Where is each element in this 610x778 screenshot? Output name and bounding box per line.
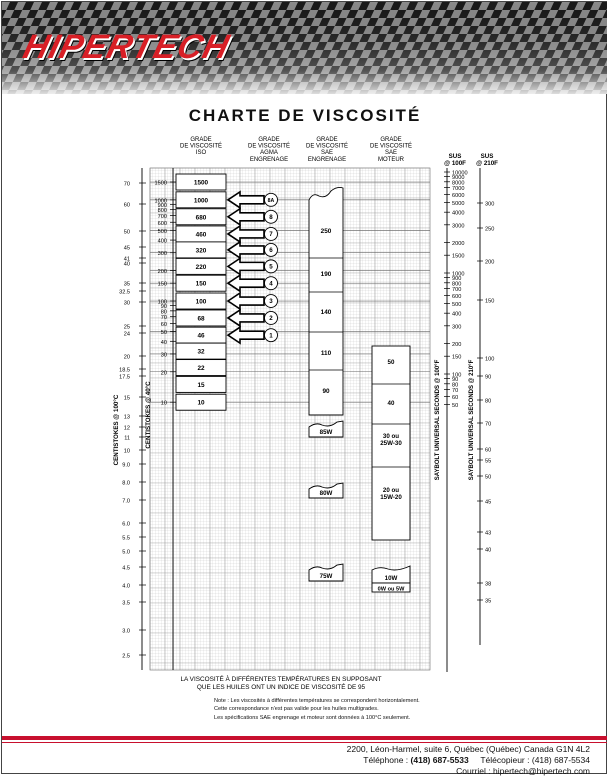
sae-gear-grade: 90 (322, 388, 330, 395)
phone-number[interactable]: (418) 687-5533 (410, 755, 469, 766)
sae-gear-lower-grade: 75W (319, 573, 333, 580)
tick-label: 150 (452, 354, 462, 361)
tick-label: 3.5 (122, 600, 130, 607)
sae-gear-grade: 190 (320, 271, 332, 278)
brand-logo: HIPERTECH (19, 28, 234, 66)
tick-label: 80 (485, 398, 492, 405)
tick-label: 1500 (452, 253, 465, 260)
tick-label: 80 (452, 382, 459, 389)
tick-label: 500 (452, 301, 462, 308)
tick-label: 40 (160, 339, 167, 346)
phone-label: Téléphone : (363, 755, 409, 766)
tick-label: 20 (160, 370, 167, 377)
sae-motor-grade: 50 (387, 359, 395, 366)
tick-label: 1500 (154, 180, 167, 187)
tick-label: 60 (485, 447, 492, 454)
tick-label: 3.0 (122, 628, 130, 635)
footer-email-line (347, 766, 590, 777)
tick-label: 45 (123, 245, 130, 252)
sae-motor-lower-grade: 10W (384, 575, 398, 582)
iso-grade-label: 68 (197, 315, 205, 323)
iso-grade-label: 320 (195, 247, 207, 255)
iso-grade-label: 100 (195, 298, 207, 306)
tick-label: 100 (157, 299, 167, 306)
tick-label: 400 (157, 238, 167, 245)
tick-label: 7.0 (122, 498, 130, 505)
iso-grade-label: 1000 (193, 197, 209, 205)
tick-label: 90 (452, 377, 459, 384)
tick-label: 1000 (154, 198, 167, 205)
tick-label: 60 (160, 321, 167, 328)
tick-label: 9000 (452, 175, 465, 182)
tick-label: 30 (123, 300, 130, 307)
tick-label: 6000 (452, 192, 465, 199)
iso-grade-label: 220 (195, 263, 207, 271)
tick-label: 35 (485, 598, 492, 605)
tick-label: 150 (157, 281, 167, 288)
tick-label: 2.5 (122, 653, 130, 660)
tick-label: 13 (123, 414, 130, 421)
iso-grade-label: 460 (195, 231, 207, 239)
column-header: GRADE DE VISCOSITÉ SAE ENGRENAGE (305, 137, 349, 163)
sae-gear-grade: 250 (320, 228, 332, 235)
tick-label: 700 (452, 287, 462, 294)
note-line: Les spécifications SAE engrenage et moteur sont données à 100°C seulement. (214, 714, 411, 721)
tick-label: 800 (452, 281, 462, 288)
tick-label: 43 (485, 530, 492, 537)
axis-label-sus210: SAYBOLT UNIVERSAL SECONDS @ 210°F (469, 359, 475, 481)
iso-grade-label: 22 (197, 365, 205, 373)
tick-label: 24 (123, 331, 130, 338)
column-header: GRADE DE VISCOSITÉ ISO (179, 137, 223, 157)
tick-label: 4.0 (122, 583, 130, 590)
tick-label: 30 (160, 352, 167, 359)
note-line: Cette correspondance n'est pas valide pour les huiles multigrades. (214, 706, 379, 713)
tick-label: 900 (452, 276, 462, 283)
sae-gear-lower-grade: 85W (319, 429, 333, 436)
agma-grade-label: 8A (267, 198, 275, 205)
column-header: GRADE DE VISCOSITÉ AGMA ENGRENAGE (247, 137, 291, 163)
tick-label: 50 (452, 402, 459, 409)
tick-label: 15 (123, 395, 130, 402)
agma-grade-label: 2 (269, 315, 273, 323)
notes-block (214, 697, 420, 722)
tick-label: 38 (485, 581, 492, 588)
sae-gear-lower-grade: 80W (319, 490, 333, 497)
fax-number: (418) 687-5534 (531, 755, 590, 766)
tick-label: 40 (123, 261, 130, 268)
tick-label: 500 (157, 228, 167, 235)
footer-rule-thin (2, 742, 607, 743)
iso-grade-label: 15 (197, 381, 205, 389)
axis-label-sus100: SAYBOLT UNIVERSAL SECONDS @ 100°F (435, 359, 441, 481)
tick-label: 10 (160, 400, 167, 407)
agma-grade-label: 6 (269, 247, 273, 255)
tick-label: 900 (157, 202, 167, 209)
sus100-header: SUS @ 100F (444, 153, 466, 167)
fax-label: Télécopieur : (480, 755, 530, 766)
tick-label: 10000 (452, 170, 468, 177)
tick-label: 25 (123, 324, 130, 331)
chart-caption: LA VISCOSITÉ À DIFFÉRENTES TEMPÉRATURES EN SUPPOSANT QUE LES HUILES ONT UN INDICE DE VISCOSITÉ DE 95 (180, 676, 382, 691)
tick-label: 90 (160, 304, 167, 311)
tick-label: 700 (157, 213, 167, 220)
tick-label: 80 (160, 309, 167, 316)
note-line: Note : Les viscosités à différentes températures se correspondent horizontalement. (214, 698, 420, 704)
iso-grade-label: 1500 (193, 179, 209, 187)
sae-gear-grade: 140 (320, 309, 332, 316)
tick-label: 600 (452, 293, 462, 300)
tick-label: 70 (485, 421, 492, 428)
tick-label: 90 (485, 374, 492, 381)
tick-label: 8000 (452, 180, 465, 187)
tick-label: 250 (485, 226, 495, 233)
tick-label: 20 (123, 354, 130, 361)
tick-label: 8.0 (122, 480, 130, 487)
sae-gear-column (309, 187, 343, 415)
agma-grade-label: 3 (269, 298, 273, 306)
tick-label: 32.5 (119, 289, 130, 296)
footer-rule (2, 736, 607, 740)
email-link[interactable]: hipertech@hipertech.com (493, 766, 590, 777)
tick-label: 18.5 (119, 367, 130, 374)
tick-label: 200 (452, 342, 462, 349)
tick-label: 41 (123, 256, 130, 263)
tick-label: 800 (157, 208, 167, 215)
agma-grade-label: 7 (269, 231, 273, 239)
sae-motor-lower-grade: 0W ou 5W (377, 586, 405, 593)
tick-label: 200 (157, 269, 167, 276)
tick-label: 100 (485, 356, 495, 363)
tick-label: 11 (124, 435, 130, 442)
footer-contact (347, 744, 590, 778)
footer-address: 2200, Léon-Harmel, suite 6, Québec (Québec) Canada G1N 4L2 (346, 744, 590, 754)
tick-label: 5.0 (122, 549, 130, 556)
agma-grade-label: 1 (269, 332, 273, 340)
tick-label: 17.5 (119, 374, 130, 381)
tick-label: 4000 (452, 210, 465, 217)
iso-grade-label: 10 (197, 399, 205, 407)
tick-label: 7000 (452, 186, 465, 193)
tick-label: 70 (160, 315, 167, 322)
axis-label-cst40: CENTISTOKES @ 40°C (145, 381, 152, 449)
tick-label: 2000 (452, 241, 465, 248)
sae-motor-grade: 20 ou 15W-20 (380, 487, 402, 502)
tick-label: 5000 (452, 200, 465, 207)
tick-label: 50 (123, 229, 130, 236)
tick-label: 70 (452, 388, 459, 395)
axis-label-cst100: CENTISTOKES @ 100°C (113, 394, 120, 466)
iso-grade-label: 32 (197, 348, 205, 356)
tick-label: 6.0 (122, 521, 130, 528)
tick-label: 55 (485, 458, 492, 465)
tick-label: 50 (160, 329, 167, 336)
tick-label: 100 (452, 372, 462, 379)
sae-gear-grade: 110 (320, 350, 332, 357)
tick-label: 300 (452, 324, 462, 331)
tick-label: 60 (123, 202, 130, 209)
iso-grade-label: 150 (195, 280, 207, 288)
agma-grade-label: 4 (269, 280, 273, 288)
tick-label: 60 (452, 394, 459, 401)
tick-label: 50 (485, 474, 492, 481)
sus210-header: SUS @ 210F (476, 153, 498, 167)
tick-label: 3000 (452, 223, 465, 230)
sae-motor-grade: 40 (387, 400, 395, 407)
tick-label: 4.5 (122, 565, 130, 572)
tick-label: 300 (485, 201, 495, 208)
tick-label: 150 (485, 298, 495, 305)
tick-label: 45 (485, 499, 492, 506)
footer-phones (347, 755, 590, 766)
tick-label: 40 (485, 547, 492, 554)
sae-motor-grade: 30 ou 25W-30 (380, 433, 402, 448)
tick-label: 10 (123, 448, 130, 455)
tick-label: 600 (157, 220, 167, 227)
agma-grade-label: 8 (269, 213, 273, 221)
tick-label: 35 (123, 281, 130, 288)
tick-label: 200 (485, 259, 495, 266)
agma-grade-label: 5 (269, 263, 273, 271)
tick-label: 5.5 (122, 535, 130, 542)
tick-label: 300 (157, 251, 167, 258)
tick-label: 1000 (452, 271, 465, 278)
tick-label: 12 (123, 425, 130, 432)
tick-label: 70 (123, 181, 130, 188)
page-title: CHARTE DE VISCOSITÉ (188, 106, 422, 125)
tick-label: 400 (452, 311, 462, 318)
tick-label: 9.0 (122, 462, 130, 469)
email-label: Courriel : (456, 766, 491, 777)
iso-grade-label: 46 (197, 332, 205, 340)
iso-grade-label: 680 (195, 214, 207, 222)
column-header: GRADE DE VISCOSITÉ SAE MOTEUR (369, 137, 413, 163)
